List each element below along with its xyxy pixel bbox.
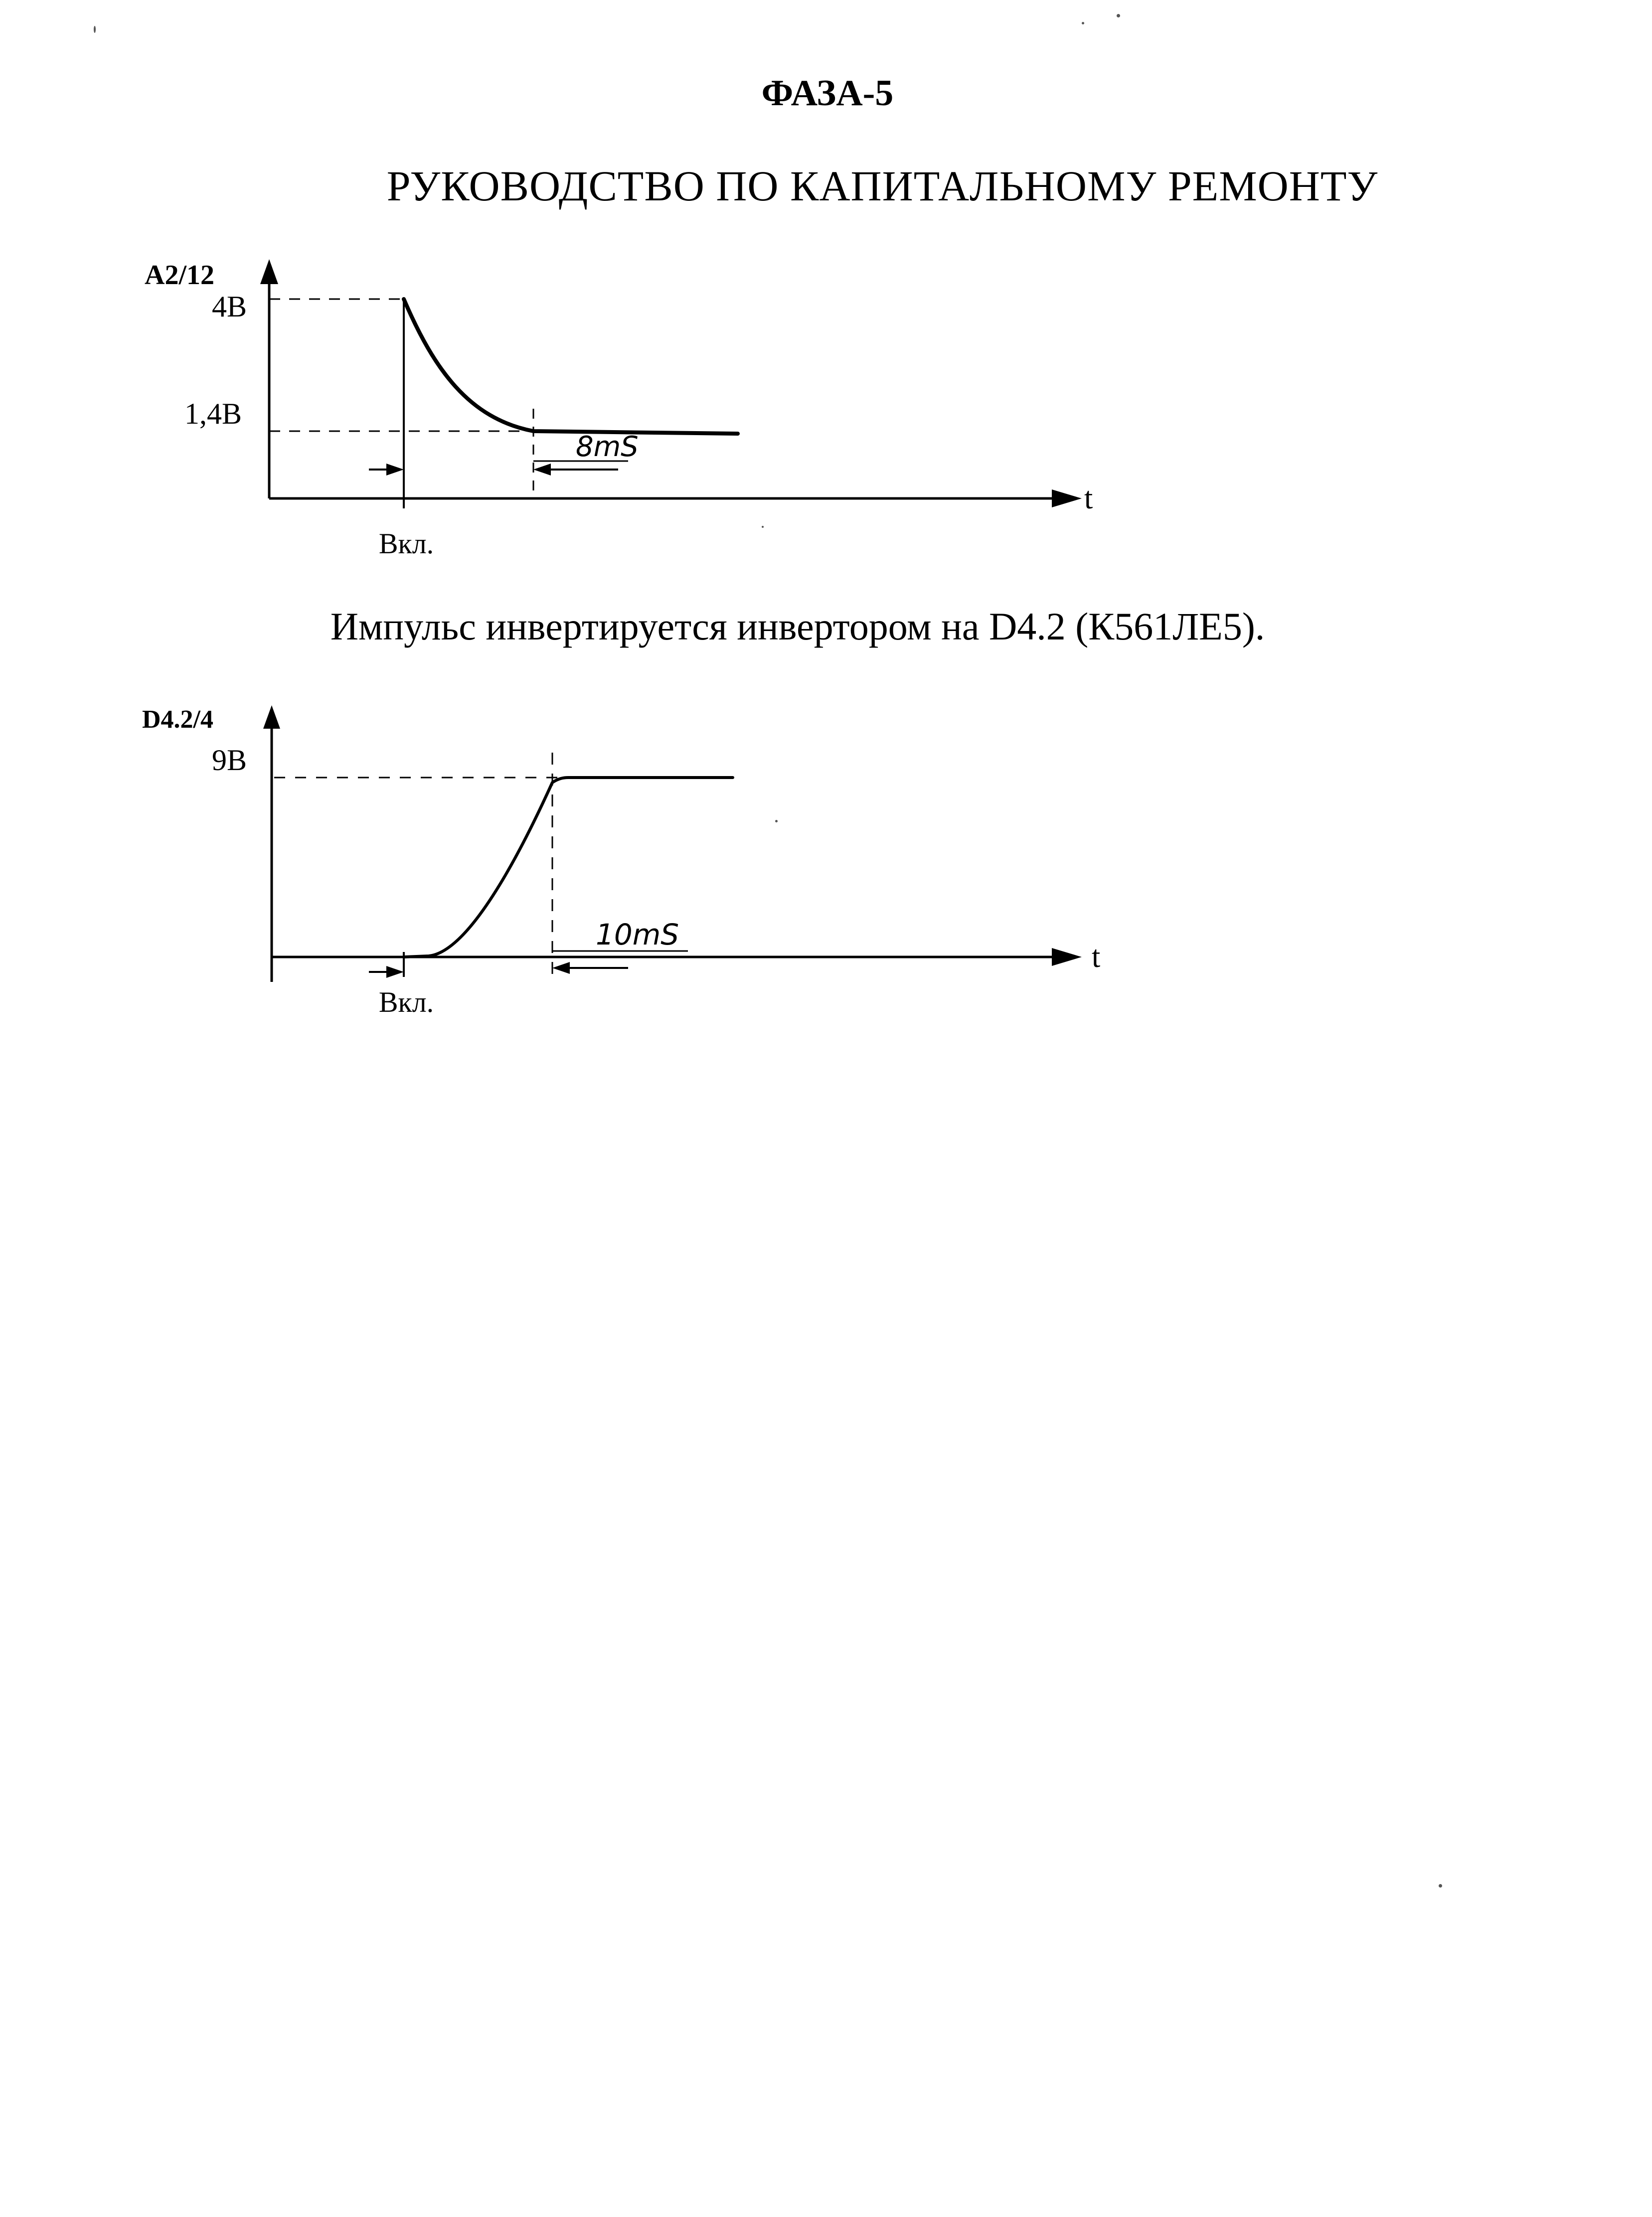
time-axis-label: t <box>1084 481 1093 515</box>
duration-label: 8mS <box>576 431 639 463</box>
level-high-label: 4В <box>212 290 247 323</box>
duration-arrowhead-right <box>552 962 570 974</box>
scan-speck <box>1439 1884 1442 1888</box>
y-axis-arrowhead <box>260 259 278 284</box>
document-code: ФАЗА-5 <box>761 73 894 114</box>
document-title: РУКОВОДСТВО ПО КАПИТАЛЬНОМУ РЕМОНТУ <box>386 162 1378 210</box>
timing-diagram-a2-12 <box>120 259 1166 568</box>
duration-label: 10mS <box>596 918 679 951</box>
x-axis-arrowhead <box>1052 948 1082 966</box>
scan-speck <box>762 526 764 528</box>
time-axis-label: t <box>1092 940 1101 974</box>
scan-speck <box>1117 14 1120 17</box>
switch-on-label: Вкл. <box>378 986 434 1018</box>
caption-text: Импульс инвертируется инвертором на D4.2 (К561ЛЕ5). <box>330 605 1265 648</box>
y-axis-arrowhead <box>263 705 280 729</box>
duration-arrowhead-left <box>386 966 404 978</box>
scan-speck <box>775 820 778 822</box>
signal-label: A2/12 <box>145 260 214 291</box>
scan-speck <box>94 26 96 33</box>
signal-curve-decay <box>404 299 738 434</box>
duration-arrowhead-right <box>533 464 551 475</box>
timing-diagram-d4-2-4 <box>120 693 1166 1032</box>
x-axis-arrowhead <box>1052 489 1082 507</box>
switch-on-label: Вкл. <box>378 527 434 560</box>
scan-speck <box>1082 22 1084 24</box>
signal-label: D4.2/4 <box>142 705 213 734</box>
level-low-label: 1,4В <box>184 397 242 430</box>
duration-arrowhead-left <box>386 464 404 475</box>
signal-curve-rise <box>404 778 733 957</box>
level-high-label: 9В <box>212 744 247 777</box>
